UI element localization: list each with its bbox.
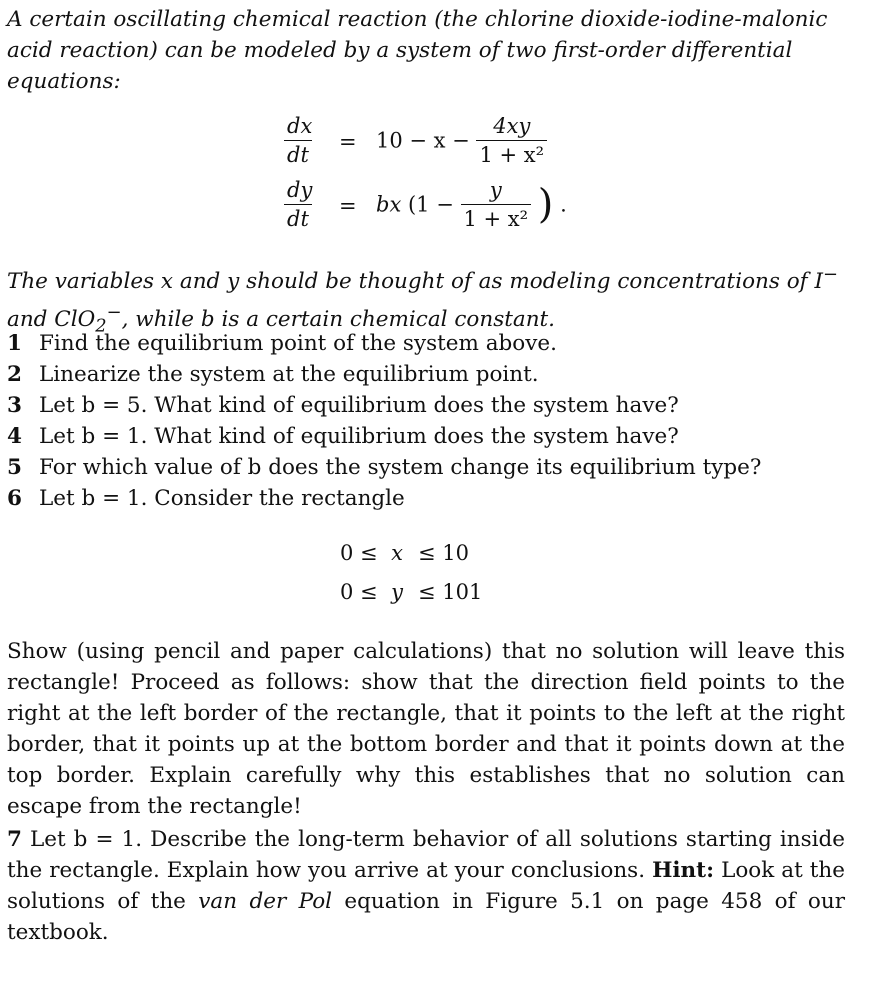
lhs-numerator: dy <box>284 176 312 205</box>
inequality-left: 0 ≤ <box>340 580 378 604</box>
inequality-y <box>340 580 482 604</box>
question-item <box>7 390 845 421</box>
question-number: 4 <box>7 424 22 449</box>
inequality-left: 0 ≤ <box>340 541 378 565</box>
question-7 <box>7 824 845 948</box>
question-text: Let b = 5. What kind of equilibrium does the system have? <box>39 393 679 418</box>
rhs-period: . <box>560 192 567 217</box>
hint-label: Hint: <box>652 858 715 883</box>
rhs-expression <box>376 112 547 169</box>
inequality-variable: y <box>391 580 403 604</box>
rhs-expression <box>376 176 567 233</box>
lhs-denominator: dt <box>287 207 309 231</box>
chlorite-subscript: 2 <box>95 315 107 337</box>
rhs-fraction <box>461 176 532 233</box>
question-item <box>7 359 845 390</box>
equals-sign: = <box>339 194 357 218</box>
question-text: Let b = 1. Consider the rectangle <box>39 486 405 511</box>
equals-sign: = <box>339 130 357 154</box>
question-text: Linearize the system at the equilibrium point. <box>39 362 539 387</box>
question-number: 7 <box>7 827 22 852</box>
question-number: 5 <box>7 455 22 480</box>
question-text: For which value of b does the system change its equilibrium type? <box>39 455 762 480</box>
lhs-fraction-dx-dt <box>284 112 312 169</box>
inequality-x <box>340 541 469 565</box>
question-item <box>7 483 845 514</box>
question-text: Find the equilibrium point of the system above. <box>39 331 557 356</box>
question-number: 6 <box>7 486 22 511</box>
lhs-denominator: dt <box>287 143 309 167</box>
variables-text-3: , while b is a certain chemical constant. <box>121 307 556 333</box>
lhs-fraction-dy-dt <box>284 176 312 233</box>
rhs-fraction <box>476 112 547 169</box>
rhs-numerator: 4xy <box>476 112 547 141</box>
question-item <box>7 328 845 359</box>
question-list <box>7 328 845 514</box>
rhs-open-paren: (1 − <box>407 192 454 217</box>
question-7-text: Let b = 1. Describe the long-term behavior of all solutions starting inside the rectangle. Explain how you arrive at your conclusions. <box>7 827 845 883</box>
van-der-pol-emphasis: van der Pol <box>198 889 333 914</box>
question-text: Let b = 1. What kind of equilibrium does the system have? <box>39 424 679 449</box>
rhs-leading-terms: 10 − x − <box>376 128 470 153</box>
iodide-charge: − <box>822 264 838 285</box>
intro-paragraph: A certain oscillating chemical reaction (the chlorine dioxide-iodine-malonic acid reaction) can be modeled by a system of two first-order differential equations: <box>7 7 828 94</box>
question-number: 2 <box>7 362 22 387</box>
question-item <box>7 421 845 452</box>
rhs-close-paren: ) <box>537 181 554 228</box>
chlorite-charge: − <box>106 302 122 324</box>
question-item <box>7 452 845 483</box>
variables-text-1: The variables x and y should be thought of as modeling concentrations of I <box>7 269 823 295</box>
question-number: 3 <box>7 393 22 418</box>
question-number: 1 <box>7 331 22 356</box>
hint-text-1: Look at the solutions of the <box>7 858 845 914</box>
inequality-right: ≤ 10 <box>418 541 469 565</box>
hint-text-2: equation in Figure 5.1 on page 458 of our textbook. <box>7 889 845 945</box>
rectangle-proof-paragraph: Show (using pencil and paper calculations) that no solution will leave this rectangle! Proceed as follows: show that the direction field points to the right at the left border of the rectangle, that it points to the left at the right border, that it points up at the bottom border and that it points down at the top border. Explain carefully why this establishes that no solution can escape from the rectangle! <box>7 639 845 819</box>
variables-text-2: and ClO <box>7 307 96 333</box>
rhs-denominator: 1 + x² <box>479 143 545 167</box>
inequality-right: ≤ 101 <box>418 580 483 604</box>
inequality-variable: x <box>391 541 403 565</box>
lhs-numerator: dx <box>284 112 312 141</box>
rhs-numerator: y <box>461 176 532 205</box>
rhs-denominator: 1 + x² <box>463 207 529 231</box>
rhs-coefficient: bx <box>376 192 402 217</box>
